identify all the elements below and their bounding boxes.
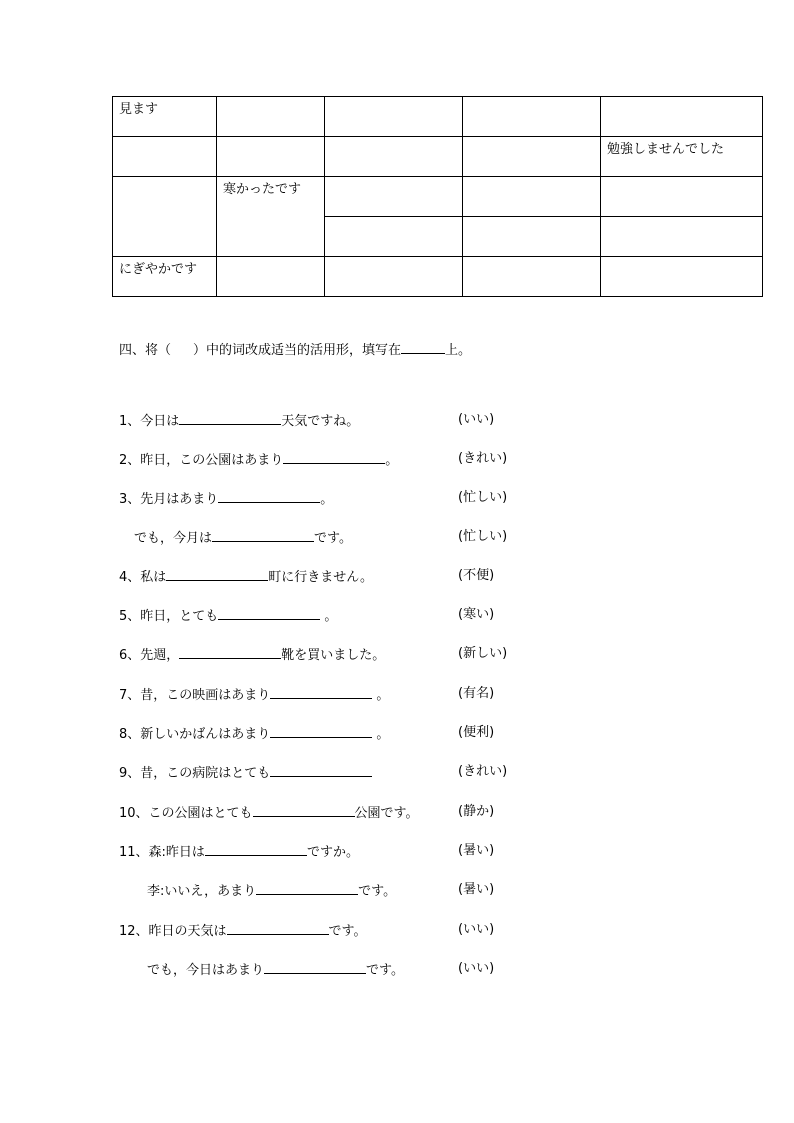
exercise-sentence xyxy=(119,841,359,861)
table-cell xyxy=(601,217,763,257)
table-cell xyxy=(217,137,325,177)
sentence-text: 6、先週， xyxy=(119,648,180,663)
sentence-text: 。 xyxy=(385,453,399,468)
word-hint: (いい) xyxy=(458,412,495,427)
exercise-sentence xyxy=(119,920,367,940)
word-hint: (いい) xyxy=(458,961,495,976)
table-row xyxy=(113,177,763,217)
word-hint: (きれい) xyxy=(458,451,508,466)
table-cell xyxy=(601,97,763,137)
exercise-sentence xyxy=(119,802,419,822)
exercise-sentence xyxy=(134,527,352,547)
table-cell xyxy=(217,97,325,137)
word-hint: (有名) xyxy=(458,686,495,701)
answer-blank[interactable] xyxy=(166,566,268,581)
word-hint: (暑い) xyxy=(458,843,495,858)
exercise-sentence xyxy=(147,880,396,900)
sentence-text: 9、昔，この病院はとても xyxy=(119,766,271,781)
word-hint: (寒い) xyxy=(458,607,495,622)
table-cell xyxy=(601,177,763,217)
word-hint: (便利) xyxy=(458,725,495,740)
sentence-text: 。 xyxy=(372,688,390,703)
table-cell xyxy=(463,217,601,257)
table-cell xyxy=(217,257,325,297)
table-cell xyxy=(601,257,763,297)
word-hint: (いい) xyxy=(458,922,495,937)
table-cell xyxy=(325,217,463,257)
sentence-text: でも，今日はあまり xyxy=(147,963,265,978)
word-hint: (暑い) xyxy=(458,882,495,897)
heading-part: 四、将（ xyxy=(119,343,172,358)
table-cell xyxy=(325,177,463,217)
table-cell xyxy=(463,257,601,297)
sentence-text: です。 xyxy=(328,924,367,939)
section-heading xyxy=(119,339,471,358)
table-cell: にぎやかです xyxy=(113,257,217,297)
sentence-text: 1、今日は xyxy=(119,414,180,429)
sentence-text: 11、森:昨日は xyxy=(119,845,205,860)
answer-blank[interactable] xyxy=(218,605,320,620)
answer-blank[interactable] xyxy=(264,959,366,974)
sentence-text: です。 xyxy=(366,963,404,978)
answer-blank[interactable] xyxy=(270,684,372,699)
table-cell xyxy=(325,257,463,297)
answer-blank[interactable] xyxy=(205,841,307,856)
answer-blank[interactable] xyxy=(270,723,372,738)
sentence-text: 李:いいえ，あまり xyxy=(147,884,257,899)
table-cell xyxy=(113,137,217,177)
word-hint: (新しい) xyxy=(458,646,508,661)
answer-blank[interactable] xyxy=(212,527,314,542)
answer-blank[interactable] xyxy=(179,410,281,425)
table-row xyxy=(113,137,763,177)
table-cell xyxy=(113,177,217,257)
table-cell xyxy=(463,177,601,217)
sentence-text: 8、新しいかばんはあまり xyxy=(119,727,271,742)
answer-blank[interactable] xyxy=(253,802,355,817)
sentence-text: 2、昨日，この公園はあまり xyxy=(119,453,284,468)
answer-blank[interactable] xyxy=(270,762,372,777)
sentence-text: 公園です。 xyxy=(354,806,419,821)
sentence-text: 5、昨日，とても xyxy=(119,609,219,624)
answer-blank[interactable] xyxy=(283,449,385,464)
table-row xyxy=(113,97,763,137)
table-cell xyxy=(463,137,601,177)
table-cell xyxy=(463,97,601,137)
sentence-text: 4、私は xyxy=(119,570,167,585)
table-cell: 見ます xyxy=(113,97,217,137)
exercise-sentence xyxy=(119,488,333,508)
answer-blank[interactable] xyxy=(227,920,329,935)
sentence-text: 町に行きません。 xyxy=(268,570,374,585)
sentence-text: 。 xyxy=(320,492,334,507)
sentence-text: ですか。 xyxy=(306,845,359,860)
answer-blank[interactable] xyxy=(256,880,358,895)
blank-sample xyxy=(401,341,445,354)
table-cell: 寒かったです xyxy=(217,177,325,257)
table-row xyxy=(113,257,763,297)
sentence-text: でも，今月は xyxy=(134,531,213,546)
exercise-sentence xyxy=(119,644,385,664)
exercise-sentence xyxy=(119,762,372,782)
word-hint: (静か) xyxy=(458,804,495,819)
word-hint: (きれい) xyxy=(458,764,508,779)
exercise-sentence xyxy=(119,410,359,430)
exercise-sentence xyxy=(119,566,373,586)
sentence-text: 天気ですね。 xyxy=(281,414,360,429)
sentence-text: 。 xyxy=(320,609,338,624)
table-cell xyxy=(325,137,463,177)
exercise-sentence xyxy=(147,959,404,979)
word-hint: (不便) xyxy=(458,568,495,583)
table-cell xyxy=(325,97,463,137)
table-cell: 勉強しませんでした xyxy=(601,137,763,177)
sentence-text: です。 xyxy=(358,884,397,899)
exercise-sentence xyxy=(119,684,389,704)
word-hint: (忙しい) xyxy=(458,490,508,505)
exercise-sentence xyxy=(119,723,389,743)
sentence-text: 。 xyxy=(372,727,390,742)
exercise-sentence xyxy=(119,605,337,625)
word-hint: (忙しい) xyxy=(458,529,508,544)
sentence-text: 7、昔，この映画はあまり xyxy=(119,688,271,703)
sentence-text: 靴を買いました。 xyxy=(281,648,386,663)
heading-part: ）中的词改成适当的活用形，填写在 xyxy=(193,343,402,358)
sentence-text: 10、この公園はとても xyxy=(119,806,253,821)
sentence-text: 12、昨日の天気は xyxy=(119,924,227,939)
answer-blank[interactable] xyxy=(218,488,320,503)
heading-part: 上。 xyxy=(445,343,472,358)
conjugation-table xyxy=(112,96,763,297)
sentence-text: 3、先月はあまり xyxy=(119,492,219,507)
exercise-sentence xyxy=(119,449,398,469)
answer-blank[interactable] xyxy=(179,644,281,659)
sentence-text: です。 xyxy=(314,531,352,546)
